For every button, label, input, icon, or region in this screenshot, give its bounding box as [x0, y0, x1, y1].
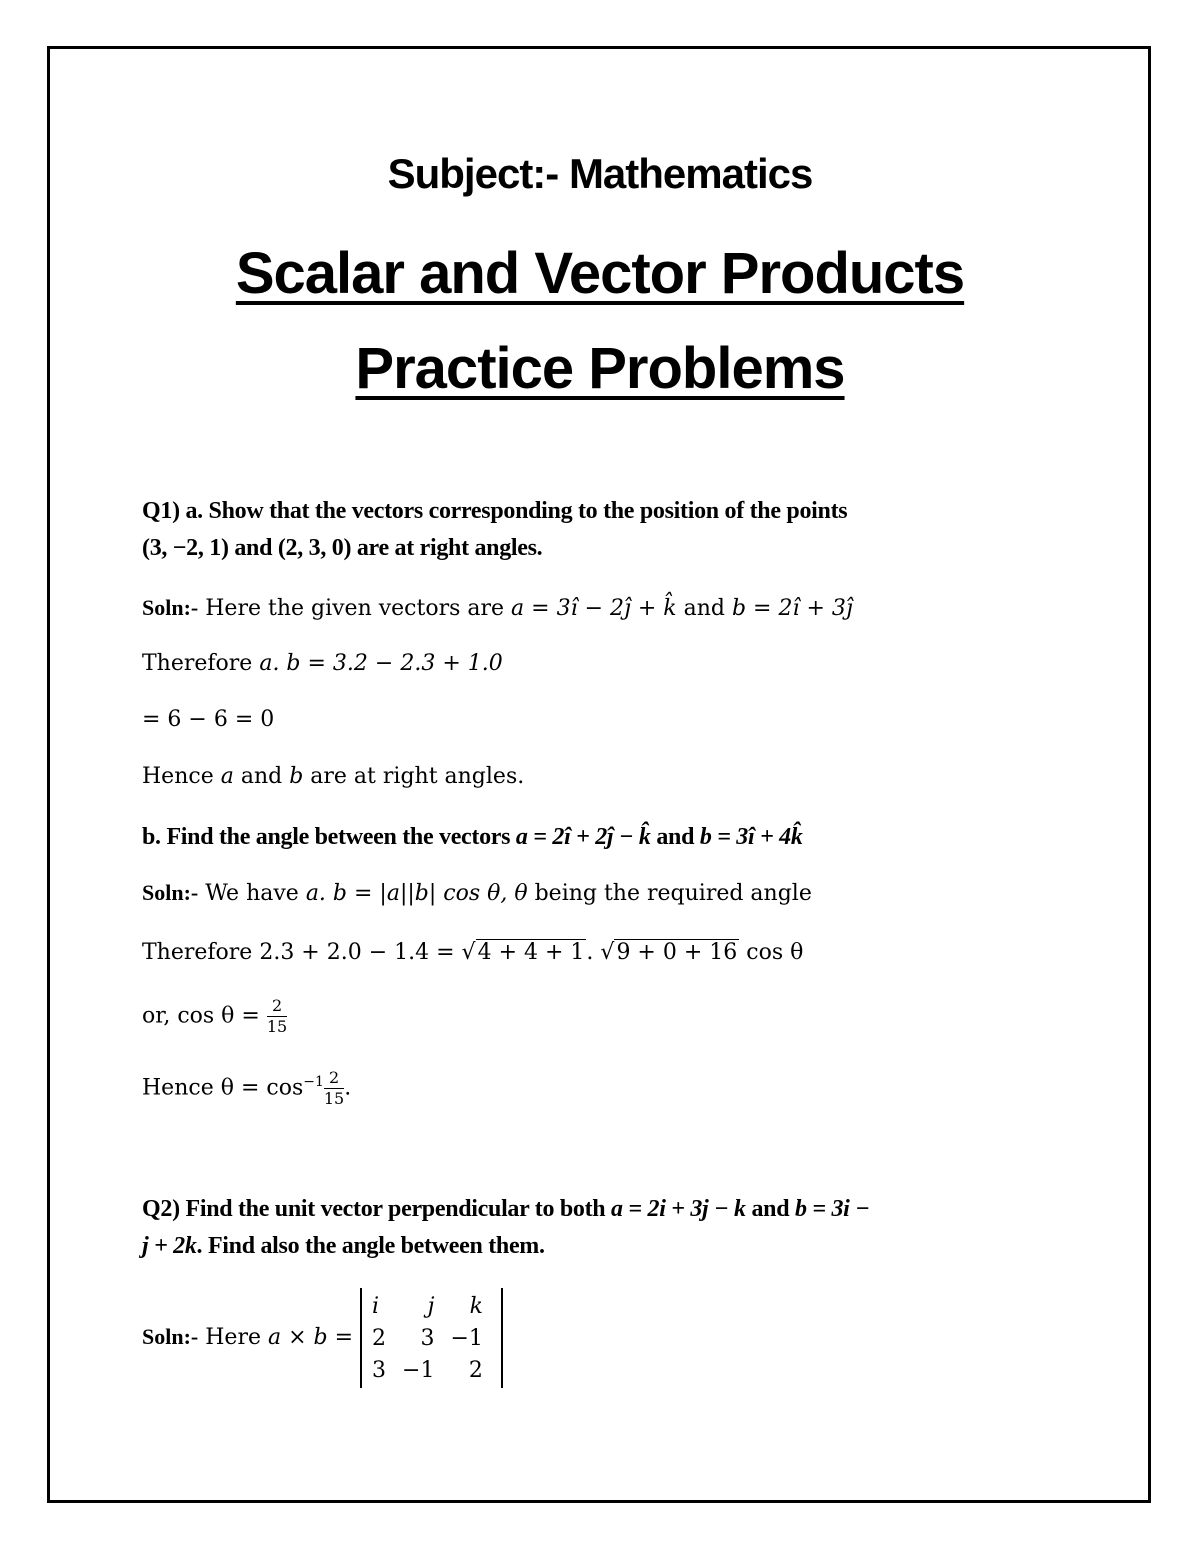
matrix-cell: k	[469, 1293, 483, 1319]
q1a-conc-a: a	[220, 764, 234, 789]
fraction-denominator: 15	[266, 1017, 288, 1036]
q1a-conc-post: are at right angles.	[303, 764, 525, 789]
q1b-radicand-1: 4 + 4 + 1	[477, 940, 585, 965]
q1b-step3-pre: Hence θ = cos	[142, 1075, 304, 1101]
q2-line-2	[142, 1233, 545, 1260]
q1b-step-1	[142, 940, 803, 965]
q1a-step1-expr: a. b = 3.2 − 2.3 + 1.0	[259, 651, 503, 676]
q1a-line-2	[142, 535, 542, 562]
q1b-vec-b: b = 3î + 4k̂	[699, 824, 803, 850]
q1b-radicand-2: 9 + 0 + 16	[616, 940, 738, 965]
q1b-step1-mid: . √	[586, 940, 615, 965]
q1a-step-2: = 6 − 6 = 0	[142, 707, 275, 732]
q2-line-1	[142, 1196, 869, 1223]
q1a-line-2-rest: are at right angles.	[351, 535, 543, 561]
matrix-cell: −1	[402, 1357, 435, 1383]
matrix-cell: 2	[372, 1325, 387, 1351]
q1a-line-1: Q1) a. Show that the vectors corresponding to the position of the points	[142, 498, 848, 524]
q1a-and: and	[676, 596, 732, 621]
soln-label: Soln:-	[142, 595, 199, 620]
q1a-conc-b: b	[289, 764, 304, 789]
title-line-1: Scalar and Vector Products	[235, 241, 965, 306]
q2-soln-expr: a × b =	[267, 1325, 361, 1350]
determinant	[360, 1288, 503, 1388]
q1b-and: and	[650, 824, 700, 850]
matrix-cell: −1	[450, 1325, 483, 1351]
q1a-conc-pre: Hence	[142, 764, 221, 789]
q2-vec-b-part1: b = 3i −	[794, 1196, 870, 1222]
q1a-vec-b: b = 2î + 3ĵ	[731, 596, 853, 621]
q1b-text: b. Find the angle between the vectors	[142, 824, 516, 850]
q1b-step3-post: .	[344, 1075, 352, 1101]
q1b-soln-intro: We have	[198, 881, 306, 906]
q2-vec-b-part2: j + 2k	[142, 1233, 197, 1259]
q2-vec-a: a = 2i + 3j − k	[611, 1196, 746, 1222]
fraction-denominator: 15	[323, 1089, 345, 1108]
inverse-superscript: −1	[303, 1074, 324, 1091]
matrix-cell: 3	[372, 1357, 387, 1383]
q2-line-2-rest: . Find also the angle between them.	[196, 1233, 545, 1259]
q1a-vec-a: a = 3î − 2ĵ + k̂	[511, 596, 677, 621]
matrix-cell: i	[372, 1293, 380, 1319]
q1b-step1-lhs: 2.3 + 2.0 − 1.4 = √	[259, 940, 476, 965]
fraction-numerator: 2	[267, 996, 287, 1017]
q1b-step2-pre: or, cos θ =	[142, 1003, 267, 1029]
q2-text: Q2) Find the unit vector perpendicular to both	[142, 1196, 612, 1222]
title-line-2: Practice Problems	[355, 336, 845, 401]
soln-label: Soln:-	[142, 880, 199, 905]
soln-label: Soln:-	[142, 1324, 199, 1349]
matrix-cell: 2	[468, 1357, 483, 1383]
q1b-soln-expr: a. b = |a||b| cos θ, θ	[305, 881, 528, 906]
q1b-vec-a: a = 2î + 2ĵ − k̂	[515, 824, 651, 850]
q1a-step-1	[142, 651, 503, 676]
q1a-conc-and: and	[233, 764, 290, 789]
q1b-step1-word: Therefore	[142, 940, 260, 965]
q1a-soln-line	[142, 595, 853, 621]
q2-soln-line	[142, 1288, 503, 1388]
matrix-cell: 3	[420, 1325, 435, 1351]
fraction	[267, 996, 287, 1037]
q1b-step-3	[142, 1068, 351, 1109]
fraction-numerator: 2	[324, 1068, 344, 1089]
matrix-cell: j	[427, 1293, 435, 1319]
q1b-soln-post: being the required angle	[527, 881, 812, 906]
q1b-soln-line	[142, 880, 812, 906]
q1a-points: (3, −2, 1) and (2, 3, 0)	[142, 535, 352, 561]
q2-and: and	[745, 1196, 795, 1222]
fraction	[324, 1068, 344, 1109]
q1b-step-2	[142, 996, 287, 1037]
q1a-conclusion	[142, 764, 524, 789]
q1b-step1-end: cos θ	[739, 940, 804, 965]
q1a-soln-intro: Here the given vectors are	[198, 596, 512, 621]
q2-soln-intro: Here	[198, 1325, 268, 1350]
q1b-question	[142, 824, 803, 851]
q1a-step1-word: Therefore	[142, 651, 260, 676]
subject-heading: Subject:- Mathematics	[387, 150, 813, 197]
